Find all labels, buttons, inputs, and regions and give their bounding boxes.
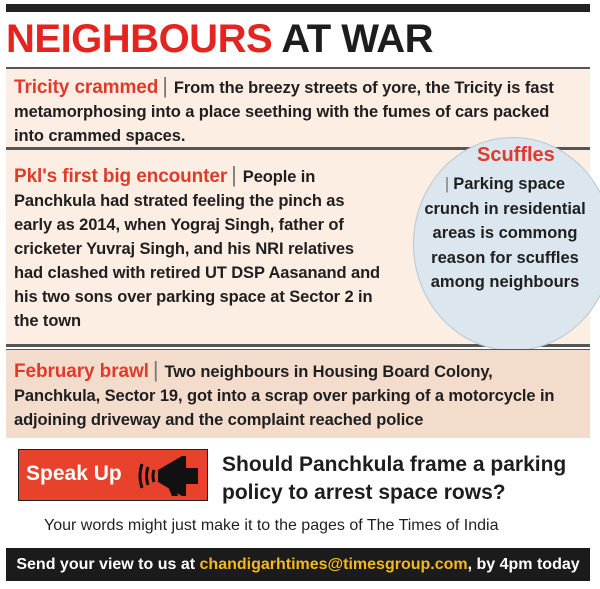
section-february-text	[14, 358, 582, 432]
headline-red: NEIGHBOURS	[6, 17, 273, 61]
scuffles-body: Parking space crunch in residential areas is commong reason for scuffles among neighbours	[424, 175, 586, 291]
section-kicker: Pkl's first big encounter	[14, 166, 228, 187]
section-body: Two neighbours in Housing Board Colony, Panchkula, Sector 19, got into a scrap over parking of a motorcycle in adjoining driveway and the complaint reached police	[14, 363, 555, 429]
section-kicker: February brawl	[14, 361, 149, 382]
speak-up-subtext: Your words might just make it to the pages of The Times of India	[44, 517, 499, 534]
separator: |	[231, 162, 237, 187]
speak-up-label: Speak Up	[26, 462, 122, 485]
headline-dark: AT WAR	[281, 17, 434, 61]
footer-suffix: , by 4pm today	[467, 556, 580, 573]
separator: |	[444, 175, 450, 193]
section-panchkula-text	[14, 163, 384, 333]
section-kicker: Tricity crammed	[14, 77, 159, 98]
footer-bar	[6, 548, 590, 581]
section-body: From the breezy streets of yore, the Tricity is fast metamorphosing into a place seething with the fumes of cars packed into crammed spaces.	[14, 79, 554, 145]
footer-email[interactable]: chandigarhtimes@timesgroup.com	[199, 556, 468, 573]
headline	[6, 16, 433, 62]
section-body: People in Panchkula had strated feeling the pinch as early as 2014, when Yograj Singh, father of cricketer Yuvraj Singh, and his NRI relatives had clashed with retired UT DSP Aasanand and his two sons over parking space at Sector 2 in the town	[14, 168, 381, 330]
speak-up-question: Should Panchkula frame a parking policy to arrest space rows?	[222, 453, 567, 504]
separator: |	[162, 73, 168, 98]
scuffles-title: Scuffles	[477, 144, 555, 166]
scuffles-text	[420, 172, 590, 295]
footer-prefix: Send your view to us at	[16, 556, 196, 573]
megaphone-icon	[136, 450, 202, 502]
separator: |	[152, 357, 159, 382]
section-tricity-text	[14, 74, 582, 148]
top-rule	[6, 4, 590, 12]
